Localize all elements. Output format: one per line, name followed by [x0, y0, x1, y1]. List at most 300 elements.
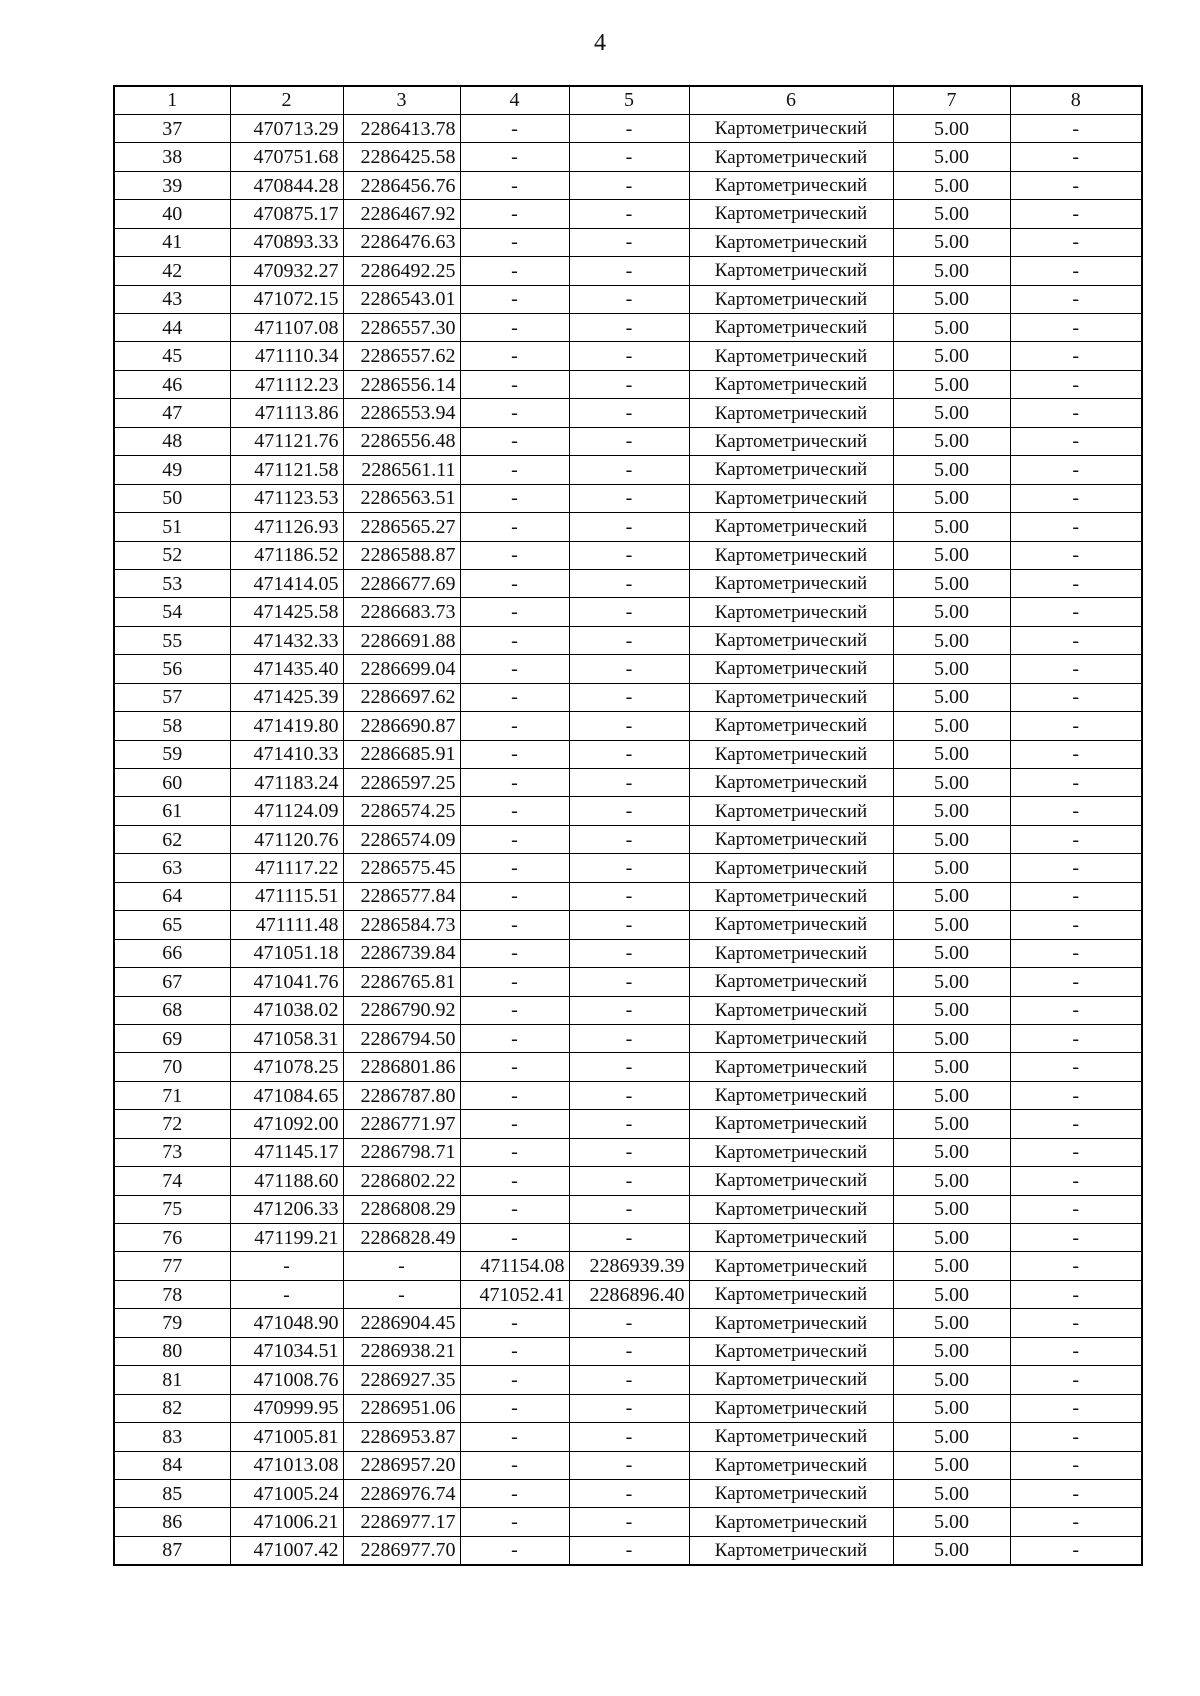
note-cell: -: [1010, 171, 1142, 199]
note-cell: -: [1010, 314, 1142, 342]
new-y-coordinate-cell: -: [569, 541, 689, 569]
y-coordinate-cell: 2286543.01: [343, 285, 460, 313]
table-row: [114, 683, 1142, 711]
accuracy-cell: 5.00: [893, 314, 1010, 342]
new-y-coordinate-cell: -: [569, 683, 689, 711]
new-x-coordinate-cell: -: [460, 1224, 569, 1252]
y-coordinate-cell: 2286584.73: [343, 911, 460, 939]
table-row: [114, 370, 1142, 398]
accuracy-cell: 5.00: [893, 399, 1010, 427]
x-coordinate-cell: 471084.65: [230, 1081, 343, 1109]
method-cell: Картометрический: [689, 399, 893, 427]
new-x-coordinate-cell: -: [460, 314, 569, 342]
x-coordinate-cell: 471008.76: [230, 1366, 343, 1394]
y-coordinate-cell: 2286951.06: [343, 1394, 460, 1422]
method-cell: Картометрический: [689, 314, 893, 342]
new-x-coordinate-cell: -: [460, 1394, 569, 1422]
y-coordinate-cell: 2286699.04: [343, 655, 460, 683]
column-header: 4: [460, 86, 569, 114]
new-y-coordinate-cell: -: [569, 769, 689, 797]
method-cell: Картометрический: [689, 797, 893, 825]
accuracy-cell: 5.00: [893, 114, 1010, 142]
y-coordinate-cell: 2286685.91: [343, 740, 460, 768]
accuracy-cell: 5.00: [893, 712, 1010, 740]
table-row: [114, 797, 1142, 825]
table-row: [114, 655, 1142, 683]
table-row: [114, 257, 1142, 285]
method-cell: Картометрический: [689, 114, 893, 142]
y-coordinate-cell: 2286556.14: [343, 370, 460, 398]
table-row: [114, 1451, 1142, 1479]
column-header: 7: [893, 86, 1010, 114]
point-number-cell: 81: [114, 1366, 230, 1394]
accuracy-cell: 5.00: [893, 427, 1010, 455]
new-y-coordinate-cell: -: [569, 1195, 689, 1223]
accuracy-cell: 5.00: [893, 1479, 1010, 1507]
accuracy-cell: 5.00: [893, 598, 1010, 626]
new-y-coordinate-cell: -: [569, 1394, 689, 1422]
x-coordinate-cell: 471425.39: [230, 683, 343, 711]
point-number-cell: 84: [114, 1451, 230, 1479]
y-coordinate-cell: 2286425.58: [343, 143, 460, 171]
table-row: [114, 740, 1142, 768]
method-cell: Картометрический: [689, 541, 893, 569]
point-number-cell: 86: [114, 1508, 230, 1536]
y-coordinate-cell: 2286977.70: [343, 1536, 460, 1564]
y-coordinate-cell: 2286790.92: [343, 996, 460, 1024]
y-coordinate-cell: 2286413.78: [343, 114, 460, 142]
x-coordinate-cell: 470751.68: [230, 143, 343, 171]
column-header: 5: [569, 86, 689, 114]
table-row: [114, 1309, 1142, 1337]
note-cell: -: [1010, 968, 1142, 996]
note-cell: -: [1010, 228, 1142, 256]
table-row: [114, 171, 1142, 199]
table-row: [114, 513, 1142, 541]
x-coordinate-cell: 471112.23: [230, 370, 343, 398]
method-cell: Картометрический: [689, 854, 893, 882]
x-coordinate-cell: 471117.22: [230, 854, 343, 882]
x-coordinate-cell: 471048.90: [230, 1309, 343, 1337]
accuracy-cell: 5.00: [893, 797, 1010, 825]
new-x-coordinate-cell: -: [460, 370, 569, 398]
new-y-coordinate-cell: -: [569, 143, 689, 171]
table-row: [114, 1224, 1142, 1252]
method-cell: Картометрический: [689, 1394, 893, 1422]
note-cell: -: [1010, 1337, 1142, 1365]
accuracy-cell: 5.00: [893, 257, 1010, 285]
note-cell: -: [1010, 1508, 1142, 1536]
table-row: [114, 1280, 1142, 1308]
accuracy-cell: 5.00: [893, 655, 1010, 683]
point-number-cell: 62: [114, 825, 230, 853]
point-number-cell: 42: [114, 257, 230, 285]
new-x-coordinate-cell: -: [460, 342, 569, 370]
note-cell: -: [1010, 683, 1142, 711]
table-row: [114, 939, 1142, 967]
note-cell: -: [1010, 114, 1142, 142]
y-coordinate-cell: 2286765.81: [343, 968, 460, 996]
point-number-cell: 82: [114, 1394, 230, 1422]
new-y-coordinate-cell: -: [569, 712, 689, 740]
new-x-coordinate-cell: -: [460, 626, 569, 654]
table-row: [114, 598, 1142, 626]
point-number-cell: 47: [114, 399, 230, 427]
point-number-cell: 80: [114, 1337, 230, 1365]
table-row: [114, 314, 1142, 342]
new-x-coordinate-cell: 471154.08: [460, 1252, 569, 1280]
point-number-cell: 43: [114, 285, 230, 313]
point-number-cell: 69: [114, 1024, 230, 1052]
y-coordinate-cell: 2286456.76: [343, 171, 460, 199]
table-row: [114, 626, 1142, 654]
y-coordinate-cell: 2286565.27: [343, 513, 460, 541]
note-cell: -: [1010, 1280, 1142, 1308]
new-y-coordinate-cell: -: [569, 1110, 689, 1138]
new-y-coordinate-cell: -: [569, 1479, 689, 1507]
accuracy-cell: 5.00: [893, 200, 1010, 228]
y-coordinate-cell: 2286467.92: [343, 200, 460, 228]
note-cell: -: [1010, 1536, 1142, 1564]
x-coordinate-cell: 471072.15: [230, 285, 343, 313]
x-coordinate-cell: 471006.21: [230, 1508, 343, 1536]
accuracy-cell: 5.00: [893, 513, 1010, 541]
accuracy-cell: 5.00: [893, 1536, 1010, 1564]
method-cell: Картометрический: [689, 1451, 893, 1479]
new-x-coordinate-cell: -: [460, 456, 569, 484]
y-coordinate-cell: 2286561.11: [343, 456, 460, 484]
new-x-coordinate-cell: -: [460, 427, 569, 455]
y-coordinate-cell: 2286588.87: [343, 541, 460, 569]
note-cell: -: [1010, 484, 1142, 512]
new-x-coordinate-cell: -: [460, 1508, 569, 1536]
accuracy-cell: 5.00: [893, 1252, 1010, 1280]
x-coordinate-cell: 471186.52: [230, 541, 343, 569]
table-row: [114, 1423, 1142, 1451]
x-coordinate-cell: 471078.25: [230, 1053, 343, 1081]
new-x-coordinate-cell: -: [460, 769, 569, 797]
method-cell: Картометрический: [689, 968, 893, 996]
new-x-coordinate-cell: -: [460, 683, 569, 711]
method-cell: Картометрический: [689, 1366, 893, 1394]
table-row: [114, 911, 1142, 939]
note-cell: -: [1010, 1224, 1142, 1252]
method-cell: Картометрический: [689, 1053, 893, 1081]
table-row: [114, 769, 1142, 797]
point-number-cell: 45: [114, 342, 230, 370]
note-cell: -: [1010, 200, 1142, 228]
table-row: [114, 712, 1142, 740]
note-cell: -: [1010, 854, 1142, 882]
accuracy-cell: 5.00: [893, 285, 1010, 313]
accuracy-cell: 5.00: [893, 1224, 1010, 1252]
column-header: 8: [1010, 86, 1142, 114]
method-cell: Картометрический: [689, 1536, 893, 1564]
table-row: [114, 1366, 1142, 1394]
new-x-coordinate-cell: -: [460, 1309, 569, 1337]
new-y-coordinate-cell: -: [569, 1138, 689, 1166]
new-y-coordinate-cell: -: [569, 626, 689, 654]
new-y-coordinate-cell: -: [569, 797, 689, 825]
x-coordinate-cell: 471005.24: [230, 1479, 343, 1507]
new-y-coordinate-cell: -: [569, 1167, 689, 1195]
y-coordinate-cell: 2286476.63: [343, 228, 460, 256]
note-cell: -: [1010, 1195, 1142, 1223]
new-x-coordinate-cell: -: [460, 1536, 569, 1564]
new-y-coordinate-cell: -: [569, 1081, 689, 1109]
accuracy-cell: 5.00: [893, 882, 1010, 910]
point-number-cell: 60: [114, 769, 230, 797]
note-cell: -: [1010, 598, 1142, 626]
y-coordinate-cell: 2286577.84: [343, 882, 460, 910]
y-coordinate-cell: 2286904.45: [343, 1309, 460, 1337]
accuracy-cell: 5.00: [893, 228, 1010, 256]
method-cell: Картометрический: [689, 143, 893, 171]
method-cell: Картометрический: [689, 1280, 893, 1308]
method-cell: Картометрический: [689, 513, 893, 541]
point-number-cell: 71: [114, 1081, 230, 1109]
accuracy-cell: 5.00: [893, 569, 1010, 597]
new-x-coordinate-cell: -: [460, 712, 569, 740]
point-number-cell: 52: [114, 541, 230, 569]
table-row: [114, 427, 1142, 455]
point-number-cell: 76: [114, 1224, 230, 1252]
new-y-coordinate-cell: -: [569, 1224, 689, 1252]
new-x-coordinate-cell: -: [460, 1195, 569, 1223]
method-cell: Картометрический: [689, 655, 893, 683]
page-number: 4: [594, 30, 606, 56]
method-cell: Картометрический: [689, 1024, 893, 1052]
new-x-coordinate-cell: -: [460, 740, 569, 768]
new-y-coordinate-cell: -: [569, 1508, 689, 1536]
method-cell: Картометрический: [689, 1167, 893, 1195]
new-x-coordinate-cell: -: [460, 854, 569, 882]
accuracy-cell: 5.00: [893, 1394, 1010, 1422]
new-y-coordinate-cell: -: [569, 1309, 689, 1337]
new-x-coordinate-cell: -: [460, 143, 569, 171]
table-row: [114, 996, 1142, 1024]
x-coordinate-cell: 471183.24: [230, 769, 343, 797]
point-number-cell: 85: [114, 1479, 230, 1507]
x-coordinate-cell: 471107.08: [230, 314, 343, 342]
new-y-coordinate-cell: -: [569, 1337, 689, 1365]
point-number-cell: 61: [114, 797, 230, 825]
note-cell: -: [1010, 825, 1142, 853]
new-y-coordinate-cell: -: [569, 1366, 689, 1394]
column-header: 1: [114, 86, 230, 114]
column-header: 2: [230, 86, 343, 114]
accuracy-cell: 5.00: [893, 171, 1010, 199]
note-cell: -: [1010, 285, 1142, 313]
accuracy-cell: 5.00: [893, 683, 1010, 711]
new-y-coordinate-cell: -: [569, 569, 689, 597]
table-row: [114, 399, 1142, 427]
new-x-coordinate-cell: -: [460, 882, 569, 910]
y-coordinate-cell: -: [343, 1252, 460, 1280]
method-cell: Картометрический: [689, 1110, 893, 1138]
x-coordinate-cell: 471206.33: [230, 1195, 343, 1223]
note-cell: -: [1010, 740, 1142, 768]
point-number-cell: 40: [114, 200, 230, 228]
new-y-coordinate-cell: -: [569, 399, 689, 427]
new-x-coordinate-cell: -: [460, 228, 569, 256]
new-x-coordinate-cell: -: [460, 200, 569, 228]
method-cell: Картометрический: [689, 456, 893, 484]
y-coordinate-cell: 2286976.74: [343, 1479, 460, 1507]
new-y-coordinate-cell: -: [569, 200, 689, 228]
y-coordinate-cell: 2286574.25: [343, 797, 460, 825]
y-coordinate-cell: 2286683.73: [343, 598, 460, 626]
table-row: [114, 1337, 1142, 1365]
point-number-cell: 70: [114, 1053, 230, 1081]
method-cell: Картометрический: [689, 939, 893, 967]
accuracy-cell: 5.00: [893, 1423, 1010, 1451]
new-y-coordinate-cell: -: [569, 882, 689, 910]
method-cell: Картометрический: [689, 1224, 893, 1252]
accuracy-cell: 5.00: [893, 1309, 1010, 1337]
new-y-coordinate-cell: -: [569, 1423, 689, 1451]
new-y-coordinate-cell: -: [569, 427, 689, 455]
accuracy-cell: 5.00: [893, 911, 1010, 939]
new-y-coordinate-cell: -: [569, 171, 689, 199]
point-number-cell: 78: [114, 1280, 230, 1308]
accuracy-cell: 5.00: [893, 1451, 1010, 1479]
point-number-cell: 73: [114, 1138, 230, 1166]
point-number-cell: 56: [114, 655, 230, 683]
method-cell: Картометрический: [689, 740, 893, 768]
accuracy-cell: 5.00: [893, 1024, 1010, 1052]
x-coordinate-cell: 471005.81: [230, 1423, 343, 1451]
new-x-coordinate-cell: -: [460, 911, 569, 939]
x-coordinate-cell: 471120.76: [230, 825, 343, 853]
new-x-coordinate-cell: -: [460, 939, 569, 967]
point-number-cell: 50: [114, 484, 230, 512]
note-cell: -: [1010, 797, 1142, 825]
new-y-coordinate-cell: -: [569, 1024, 689, 1052]
y-coordinate-cell: 2286771.97: [343, 1110, 460, 1138]
accuracy-cell: 5.00: [893, 484, 1010, 512]
note-cell: -: [1010, 712, 1142, 740]
table-body: [114, 114, 1142, 1564]
x-coordinate-cell: 470875.17: [230, 200, 343, 228]
x-coordinate-cell: 471121.58: [230, 456, 343, 484]
accuracy-cell: 5.00: [893, 939, 1010, 967]
accuracy-cell: 5.00: [893, 968, 1010, 996]
new-x-coordinate-cell: -: [460, 1110, 569, 1138]
method-cell: Картометрический: [689, 342, 893, 370]
note-cell: -: [1010, 1479, 1142, 1507]
x-coordinate-cell: 471111.48: [230, 911, 343, 939]
new-y-coordinate-cell: -: [569, 825, 689, 853]
new-y-coordinate-cell: -: [569, 996, 689, 1024]
table-row: [114, 200, 1142, 228]
y-coordinate-cell: 2286801.86: [343, 1053, 460, 1081]
x-coordinate-cell: 471051.18: [230, 939, 343, 967]
accuracy-cell: 5.00: [893, 342, 1010, 370]
table-row: [114, 1024, 1142, 1052]
note-cell: -: [1010, 1053, 1142, 1081]
table-row: [114, 1536, 1142, 1564]
x-coordinate-cell: 470999.95: [230, 1394, 343, 1422]
new-x-coordinate-cell: -: [460, 285, 569, 313]
method-cell: Картометрический: [689, 427, 893, 455]
point-number-cell: 74: [114, 1167, 230, 1195]
new-y-coordinate-cell: 2286896.40: [569, 1280, 689, 1308]
point-number-cell: 53: [114, 569, 230, 597]
y-coordinate-cell: 2286938.21: [343, 1337, 460, 1365]
table-row: [114, 1167, 1142, 1195]
x-coordinate-cell: 471007.42: [230, 1536, 343, 1564]
point-number-cell: 87: [114, 1536, 230, 1564]
note-cell: -: [1010, 626, 1142, 654]
x-coordinate-cell: 471038.02: [230, 996, 343, 1024]
method-cell: Картометрический: [689, 200, 893, 228]
y-coordinate-cell: 2286798.71: [343, 1138, 460, 1166]
new-x-coordinate-cell: -: [460, 1451, 569, 1479]
note-cell: -: [1010, 1394, 1142, 1422]
note-cell: -: [1010, 939, 1142, 967]
note-cell: -: [1010, 1451, 1142, 1479]
x-coordinate-cell: 471058.31: [230, 1024, 343, 1052]
method-cell: Картометрический: [689, 1423, 893, 1451]
method-cell: Картометрический: [689, 1195, 893, 1223]
y-coordinate-cell: 2286691.88: [343, 626, 460, 654]
method-cell: Картометрический: [689, 626, 893, 654]
x-coordinate-cell: 471123.53: [230, 484, 343, 512]
new-x-coordinate-cell: -: [460, 541, 569, 569]
new-x-coordinate-cell: 471052.41: [460, 1280, 569, 1308]
note-cell: -: [1010, 1138, 1142, 1166]
x-coordinate-cell: 471414.05: [230, 569, 343, 597]
point-number-cell: 37: [114, 114, 230, 142]
point-number-cell: 39: [114, 171, 230, 199]
new-x-coordinate-cell: -: [460, 1337, 569, 1365]
new-y-coordinate-cell: -: [569, 114, 689, 142]
new-x-coordinate-cell: -: [460, 1479, 569, 1507]
y-coordinate-cell: 2286739.84: [343, 939, 460, 967]
new-y-coordinate-cell: -: [569, 1053, 689, 1081]
table-row: [114, 484, 1142, 512]
accuracy-cell: 5.00: [893, 1167, 1010, 1195]
new-y-coordinate-cell: -: [569, 598, 689, 626]
x-coordinate-cell: 471034.51: [230, 1337, 343, 1365]
note-cell: -: [1010, 456, 1142, 484]
table-row: [114, 228, 1142, 256]
table-row: [114, 968, 1142, 996]
y-coordinate-cell: 2286787.80: [343, 1081, 460, 1109]
new-x-coordinate-cell: -: [460, 1138, 569, 1166]
y-coordinate-cell: 2286574.09: [343, 825, 460, 853]
note-cell: -: [1010, 1252, 1142, 1280]
x-coordinate-cell: -: [230, 1280, 343, 1308]
accuracy-cell: 5.00: [893, 370, 1010, 398]
new-y-coordinate-cell: -: [569, 854, 689, 882]
x-coordinate-cell: 471115.51: [230, 882, 343, 910]
new-x-coordinate-cell: -: [460, 1053, 569, 1081]
method-cell: Картометрический: [689, 257, 893, 285]
new-x-coordinate-cell: -: [460, 655, 569, 683]
x-coordinate-cell: 470932.27: [230, 257, 343, 285]
table-row: [114, 285, 1142, 313]
table-row: [114, 143, 1142, 171]
new-y-coordinate-cell: -: [569, 228, 689, 256]
table-row: [114, 1195, 1142, 1223]
new-x-coordinate-cell: -: [460, 257, 569, 285]
accuracy-cell: 5.00: [893, 740, 1010, 768]
table-row: [114, 1252, 1142, 1280]
new-y-coordinate-cell: -: [569, 484, 689, 512]
table-row: [114, 114, 1142, 142]
